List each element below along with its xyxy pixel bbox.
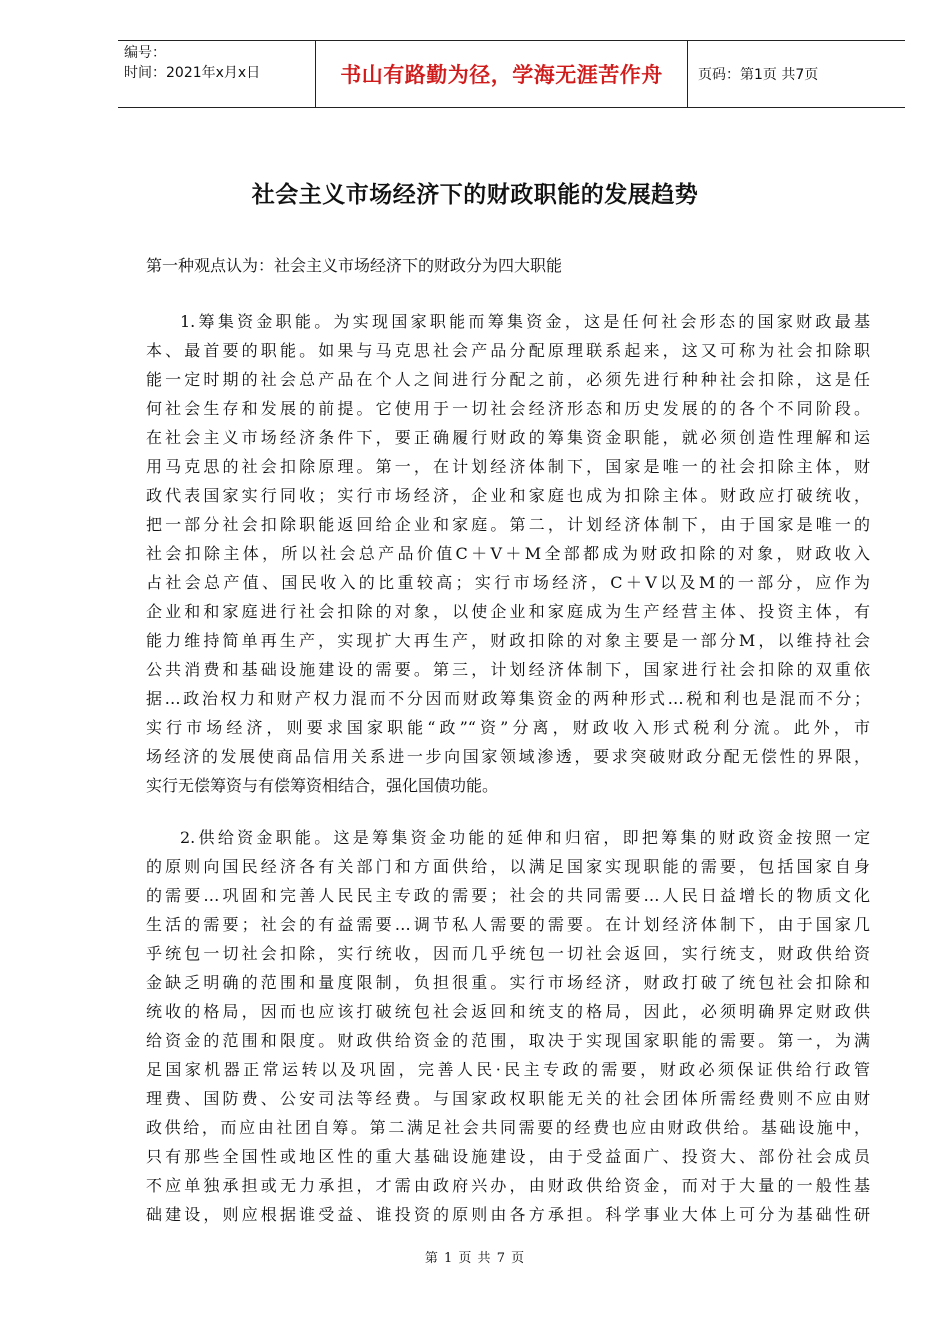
- paragraph-line: 能一定时期的社会总产品在个人之间进行分配之前，必须先进行种种社会扣除，这是任: [146, 370, 870, 389]
- paragraph-line: 场经济的发展使商品信用关系进一步向国家领域渗透，要求突破财政分配无偿性的界限，: [146, 747, 870, 766]
- header-page-info: 页码：第1页 共7页: [698, 67, 819, 83]
- paragraph-line: 金缺乏明确的范围和量度限制，负担很重。实行市场经济，财政打破了统包社会扣除和: [146, 973, 870, 992]
- paragraph-line: 的需要…巩固和完善人民民主专政的需要；社会的共同需要…人民日益增长的物质文化: [146, 886, 870, 905]
- paragraph-line: 生活的需要；社会的有益需要…调节私人需要的需要。在计划经济体制下，由于国家几: [146, 915, 870, 934]
- paragraph-line: 础建设，则应根据谁受益、谁投资的原则由各方承担。科学事业大体上可分为基础性研: [146, 1205, 870, 1224]
- paragraph-line: 社会扣除主体，所以社会总产品价值C＋V＋M全部都成为财政扣除的对象，财政收入: [146, 544, 870, 563]
- paragraph-line: 据…政治权力和财产权力混而不分因而财政筹集资金的两种形式…税和利也是混而不分；: [146, 689, 870, 708]
- paragraph-line: 实行市场经济，则要求国家职能“政”“资”分离，财政收入形式税利分流。此外，市: [146, 718, 870, 737]
- paragraph-line: 不应单独承担或无力承担，才需由政府兴办，由财政供给资金，而对于大量的一般性基: [146, 1176, 870, 1195]
- page-header: [118, 40, 905, 108]
- paragraph-line: 实行无偿筹资与有偿筹资相结合，强化国债功能。: [146, 776, 499, 795]
- document-number-label: 编号：: [124, 45, 166, 61]
- intro-line: 第一种观点认为：社会主义市场经济下的财政分为四大职能: [146, 256, 563, 275]
- paragraph-line: 用马克思的社会扣除原理。第一，在计划经济体制下，国家是唯一的社会扣除主体，财: [146, 457, 870, 476]
- paragraph-line: 1.筹集资金职能。为实现国家职能而筹集资金，这是任何社会形态的国家财政最基: [180, 312, 870, 331]
- paragraph-line: 何社会生存和发展的前提。它使用于一切社会经济形态和历史发展的的各个不同阶段。: [146, 399, 870, 418]
- header-motto: 书山有路勤为径，学海无涯苦作舟: [340, 63, 663, 87]
- paragraph-line: 乎统包一切社会扣除，实行统收，因而几乎统包一切社会返回，实行统支，财政供给资: [146, 944, 870, 963]
- paragraph-line: 政代表国家实行同收；实行市场经济，企业和家庭也成为扣除主体。财政应打破统收，: [146, 486, 870, 505]
- header-meta: [124, 43, 260, 83]
- paragraph-line: 在社会主义市场经济条件下，要正确履行财政的筹集资金职能，就必须创造性理解和运: [146, 428, 870, 447]
- paragraph-line: 本、最首要的职能。如果与马克思社会产品分配原理联系起来，这又可称为社会扣除职: [146, 341, 870, 360]
- page-footer: 第 1 页 共 7 页: [424, 1251, 526, 1266]
- paragraph-line: 2.供给资金职能。这是筹集资金功能的延伸和归宿，即把筹集的财政资金按照一定: [180, 828, 870, 847]
- paragraph-line: 公共消费和基础设施建设的需要。第三，计划经济体制下，国家进行社会扣除的双重依: [146, 660, 870, 679]
- paragraph-line: 的原则向国民经济各有关部门和方面供给，以满足国家实现职能的需要，包括国家自身: [146, 857, 870, 876]
- paragraph-line: 政供给，而应由社团自筹。第二满足社会共同需要的经费也应由财政供给。基础设施中，: [146, 1118, 870, 1137]
- paragraph-supply-function: [146, 823, 870, 1229]
- paragraph-line: 足国家机器正常运转以及巩固，完善人民·民主专政的需要，财政必须保证供给行政管: [146, 1060, 870, 1079]
- paragraph-line: 给资金的范围和限度。财政供给资金的范围，取决于实现国家职能的需要。第一，为满: [146, 1031, 870, 1050]
- header-motto-cell: [315, 41, 688, 107]
- paragraph-line: 把一部分社会扣除职能返回给企业和家庭。第二，计划经济体制下，由于国家是唯一的: [146, 515, 870, 534]
- paragraph-line: 占社会总产值、国民收入的比重较高；实行市场经济，C＋V以及M的一部分，应作为: [146, 573, 870, 592]
- paragraph-line: 只有那些全国性或地区性的重大基础设施建设，由于受益面广、投资大、部份社会成员: [146, 1147, 870, 1166]
- paragraph-line: 能力维持简单再生产，实现扩大再生产，财政扣除的对象主要是一部分M，以维持社会: [146, 631, 870, 650]
- document-title: 社会主义市场经济下的财政职能的发展趋势: [251, 182, 699, 208]
- document-time-label: 时间：2021年x月x日: [124, 65, 261, 81]
- paragraph-line: 企业和和家庭进行社会扣除的对象，以使企业和家庭成为生产经营主体、投资主体，有: [146, 602, 870, 621]
- paragraph-fundraising-function: [146, 307, 870, 800]
- paragraph-line: 统收的格局，因而也应该打破统包社会返回和统支的格局，因此，必须明确界定财政供: [146, 1002, 870, 1021]
- paragraph-line: 理费、国防费、公安司法等经费。与国家政权职能无关的社会团体所需经费则不应由财: [146, 1089, 870, 1108]
